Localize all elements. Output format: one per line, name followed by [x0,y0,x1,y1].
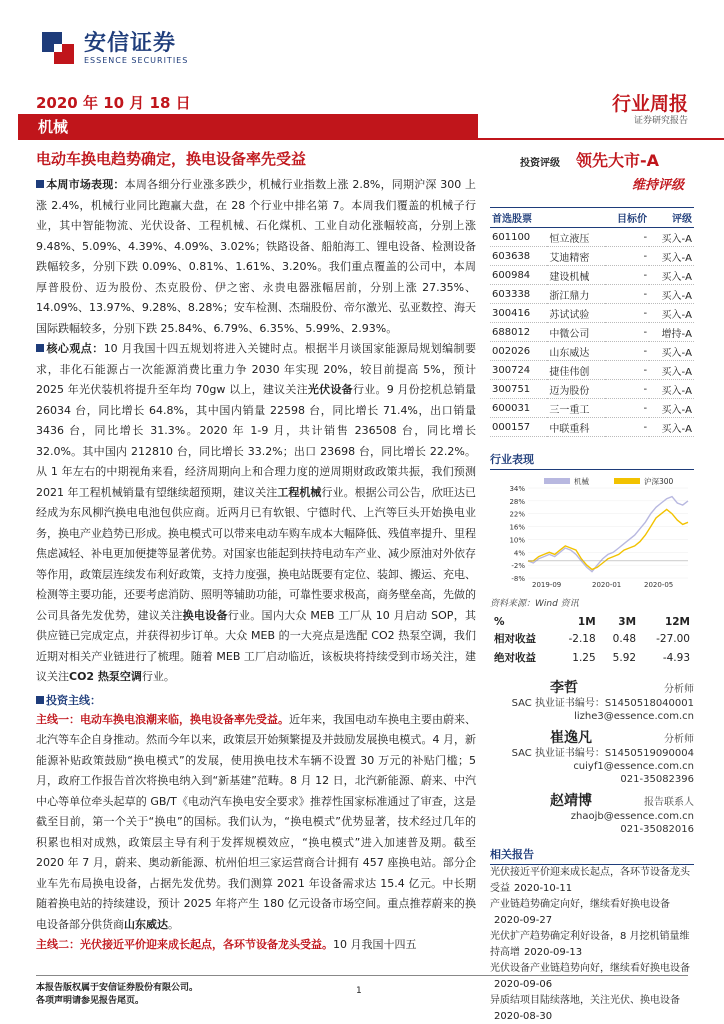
stock-target: - [605,266,649,285]
report-date: 2020 年 10 月 18 日 [36,94,191,112]
performance-table: % 1M 3M 12M 相对收益 -2.18 0.48 -27.00 绝对收益 1.25 5.92 -4.93 [490,615,694,667]
sector-bar [18,114,724,144]
series-line [528,497,688,572]
core-paragraph: 核心观点：10 月我国十四五规划将进入关键时点。根据半月谈国家能源局规划编制要求，非化石能源占一次能源消费比重力争 2030 年实现 20%，较目前提高 5%，预计 2025 年光伏装机将提升至年均 70gw 以上，建议关注光伏设备行业。9 月份挖机总销量 26034 台，同比增长 64.8%，其中国内销量 22598 台，同比增长 71.4%，出口销量 3436 台，同比增长 31.3%。2020 年 1-9 月，共计销售 236508 台，同比增长 32.0%。其中国内 212810 台，同比增长 33.2%；出口 23698 台，同比增长 22.2%。从 1 年左右的中期视角来看，经济周期向上和合理力度的逆周期财政政策共振，我们预测 2021 年工程机械销量有望继续超预期，建议关注工程机械行业。根据公司公告，欣旺达已经成为东风柳汽换电电池包供应商。近两月已有软银、宁德时代、上汽等巨头开始换电业务，换电产业趋势已形成。换电模式可以带来电动车购车成本大幅降低、残值率提升、里程焦虑减轻、补电更加便捷等显著优势。对国家也能起到扶持电动车产业、减少原油对外依存等作用，政策层连续发布利好政策，支持力度强，换电站既要有定位、装卸、搬运、充电、检测等主要功能，还要考虑消防、照明等辅助功能，可靠性要求极高，商务壁垒高，先做的公司具备先发优势，建议关注换电设备行业。国内大众 MEB 工厂从 10 月启动 SOP，其供应链已完成定点，并获得初步订单。大众 MEB 的一大亮点是选配 CO2 热泵空调，我们近期对相关产业链进行了梳理。随着 MEB 工厂启动临近，该板块将持续受到市场关注，建议关注CO2 热泵空调行业。 [36,342,477,683]
report-type: 行业周报 [611,93,688,115]
analyst-info[interactable]: 021-35082016 [620,824,694,835]
table-row [490,285,694,304]
related-report-link[interactable]: 产业链趋势确定向好，继续看好换电设备2020-09-27 [490,899,670,926]
analyst-name: 李哲 [550,680,578,696]
analyst-name: 崔逸凡 [550,730,592,746]
logo-en: ESSENCE SECURITIES [84,55,189,65]
footer: 本报告版权属于安信证券股份有限公司。 各项声明请参见报告尾页。 [36,983,199,1006]
page-number: 1 [356,986,362,996]
table-row [490,361,694,380]
stock-target: - [605,323,649,342]
related-report-link[interactable]: 光伏接近平价迎来成长起点，各环节设备龙头受益 2020-10-11 [490,867,690,894]
legend-label: 机械 [574,477,589,486]
related-report-link[interactable]: 光伏扩产趋势确定利好设备，8 月挖机销量维持高增 2020-09-13 [490,931,690,958]
bullet-square-icon [36,180,44,188]
rating-row [490,148,694,176]
stock-name: 中联重科 [547,418,604,437]
stock-target: - [605,228,649,247]
stock-target: - [605,380,649,399]
logo-cn: 安信证券 [84,30,177,56]
table-row [490,380,694,399]
stock-rating: 增持-A [649,323,694,342]
stock-name: 恒立液压 [547,228,604,247]
bullet-square-icon [36,696,44,704]
stock-code: 601100 [490,228,547,247]
stock-code: 603338 [490,285,547,304]
table-row [490,304,694,323]
related-title: 相关报告 [490,846,694,865]
rating-label: 投资评级 [520,158,560,169]
stock-target: - [605,304,649,323]
stock-header: 首选股票 [490,208,547,228]
market-paragraph: 本周市场表现：本周各细分行业涨多跌少，机械行业指数上涨 2.8%，同期沪深 300 上涨 2.4%，机械行业同比跑赢大盘，在 28 个行业中排名第 7。本周我们覆盖的机械子行业，其中智能物流、光伏设备、工程机械、石化煤机、工业自动化涨幅较高，分别上涨 9.48%、5.09%、4.39%、4.09%、3.02%；铁路设备、船舶海工、锂电设备、检测设备跌幅较多，分别下跌 0.09%、0.81%、1.61%、3.20%。我们重点覆盖的公司中，本周厚普股份、迈为股份、杰克股份、伊之密、永贵电器涨幅居前，分别上涨 27.35%、14.09%、13.97%、9.28%、8.28%；安车检测、杰瑞股份、帝尔激光、弘亚数控、海天国际跌幅较多，分别下跌 25.84%、6.79%、6.35%、5.99%、2.93%。 [36,178,476,335]
stock-rating: 买入-A [649,285,694,304]
analyst-role: 分析师 [664,734,694,745]
company-logo [40,30,188,66]
y-tick-label: 10% [509,536,525,545]
table-row [490,342,694,361]
stock-rating: 买入-A [649,247,694,266]
y-tick-label: 16% [509,523,525,532]
main-content [36,148,476,956]
analyst-info: zhaojb@essence.com.cn [570,811,694,822]
stock-name: 三一重工 [547,399,604,418]
analyst-info[interactable]: lizhe3@essence.com.cn [574,711,694,722]
analyst-name: 赵靖博 [550,793,592,809]
analyst-role: 分析师 [664,684,694,695]
x-tick-label: 2020-01 [592,581,622,589]
stock-name: 浙江鼎力 [547,285,604,304]
analyst [490,677,694,723]
analyst-info: 021-35082396 [620,774,694,785]
legend-swatch [544,478,570,484]
stock-target: - [605,399,649,418]
report-subtitle: 证券研究报告 [633,116,688,126]
bullet-square-icon [36,344,44,352]
stock-target: - [605,342,649,361]
table-row [490,418,694,437]
stock-code: 688012 [490,323,547,342]
rating-value: 领先大市-A [576,151,660,170]
y-tick-label: -8% [511,575,525,583]
stock-name: 迈为股份 [547,380,604,399]
legend-label: 沪深300 [644,477,674,486]
rating-header: 评级 [649,208,694,228]
y-tick-label: 22% [509,510,525,519]
table-row [490,399,694,418]
stock-rating: 买入-A [649,228,694,247]
table-row: 绝对收益 1.25 5.92 -4.93 [494,651,690,664]
table-row [490,266,694,285]
stock-name: 山东威达 [547,342,604,361]
y-tick-label: 34% [509,485,525,493]
stock-table [490,207,694,437]
performance-title: 行业表现 [490,451,694,470]
stock-target: - [605,247,649,266]
rating-sub: 维持评级 [631,178,684,193]
stock-rating: 买入-A [649,304,694,323]
analyst [490,790,694,836]
target-header: 目标价 [605,208,649,228]
stock-target: - [605,418,649,437]
performance-chart [490,474,694,594]
line2-paragraph: 主线二：光伏接近平价迎来成长起点，各环节设备龙头受益。10 月我国十四五 [36,938,417,951]
legend-swatch [614,478,640,484]
related-report-link[interactable]: 光伏设备产业链趋势向好，继续看好换电设备2020-09-06 [490,963,690,990]
y-tick-label: -2% [511,562,525,571]
analyst [490,727,694,786]
related-report-link[interactable]: 异质结项目陆续落地，关注光伏、换电设备2020-08-30 [490,995,680,1022]
stock-target: - [605,285,649,304]
analyst-info: SAC 执业证书编号：S1450519090004 [511,748,694,759]
analyst-info: SAC 执业证书编号：S1450518040001 [511,698,694,709]
stock-rating: 买入-A [649,418,694,437]
stock-name: 建设机械 [547,266,604,285]
logo-mark [40,30,76,66]
stock-rating: 买入-A [649,342,694,361]
stock-name: 艾迪精密 [547,247,604,266]
table-row [490,228,694,247]
analyst-info[interactable]: cuiyf1@essence.com.cn [573,761,694,772]
headline: 电动车换电趋势确定，换电设备率先受益 [36,150,307,168]
stock-name: 中微公司 [547,323,604,342]
sector-label: 机械 [38,118,69,136]
stock-rating: 买入-A [649,266,694,285]
line1-paragraph: 主线一：电动车换电浪潮来临，换电设备率先受益。近年来，我国电动车换电主要由蔚来、北汽等车企自身推动。然而今年以来，政策层开始频繁提及并鼓励发展换电模式。4 月，新能源补贴政策鼓励“换电模式”的发展，使用换电技术车辆不设置 30 万元的补贴门槛；5 月，政府工作报告首次将换电纳入到“新基建”范畴。8 月 12 日，北汽新能源、蔚来、中汽中心等单位牵头起草的 GB/T《电动汽车换电安全要求》推荐性国家标准通过了审查，这是截至目前，第一个关于“换电”的国标。我们认为，“换电模式”优势显著，技术经过几年的积累也相对成熟，政策层主导有利于发挥规模效应，“换电模式”进入加速普及期。截至 2020 年 7 月，蔚来、奥动新能源、杭州伯坦三家运营商合计拥有 457 座换电站。部分企业车先布局换电设备，占据先发优势。我们测算 2021 年设备需求达 15.4 亿元。中长期随着换电站的持续建设，预计 2025 年将产生 180 亿元设备市场空间。重点推荐蔚来的换电设备部分供货商山东威达。 [36,712,476,931]
stock-target: - [605,361,649,380]
table-row [490,323,694,342]
stock-code: 600984 [490,266,547,285]
stock-code: 000157 [490,418,547,437]
table-row: 相对收益 -2.18 0.48 -27.00 [494,632,690,645]
analyst-block [490,677,694,836]
related-reports [490,846,694,1024]
stock-name: 苏试试验 [547,304,604,323]
analyst-role: 报告联系人 [644,797,694,808]
chart-source: 资料来源：Wind 资讯 [490,599,579,609]
invest-lines-title: 投资主线： [36,692,476,708]
stock-rating: 买入-A [649,361,694,380]
stock-code: 600031 [490,399,547,418]
x-tick-label: 2019-09 [532,581,562,589]
y-tick-label: 28% [509,497,525,506]
stock-name: 捷佳伟创 [547,361,604,380]
footer-divider [36,975,688,976]
stock-code: 002026 [490,342,547,361]
stock-code: 603638 [490,247,547,266]
stock-code: 300751 [490,380,547,399]
stock-code: 300416 [490,304,547,323]
y-tick-label: 4% [513,549,525,558]
stock-rating: 买入-A [649,399,694,418]
stock-code: 300724 [490,361,547,380]
sidebar [490,148,694,1024]
stock-rating: 买入-A [649,380,694,399]
table-row [490,247,694,266]
x-tick-label: 2020-05 [644,581,674,589]
